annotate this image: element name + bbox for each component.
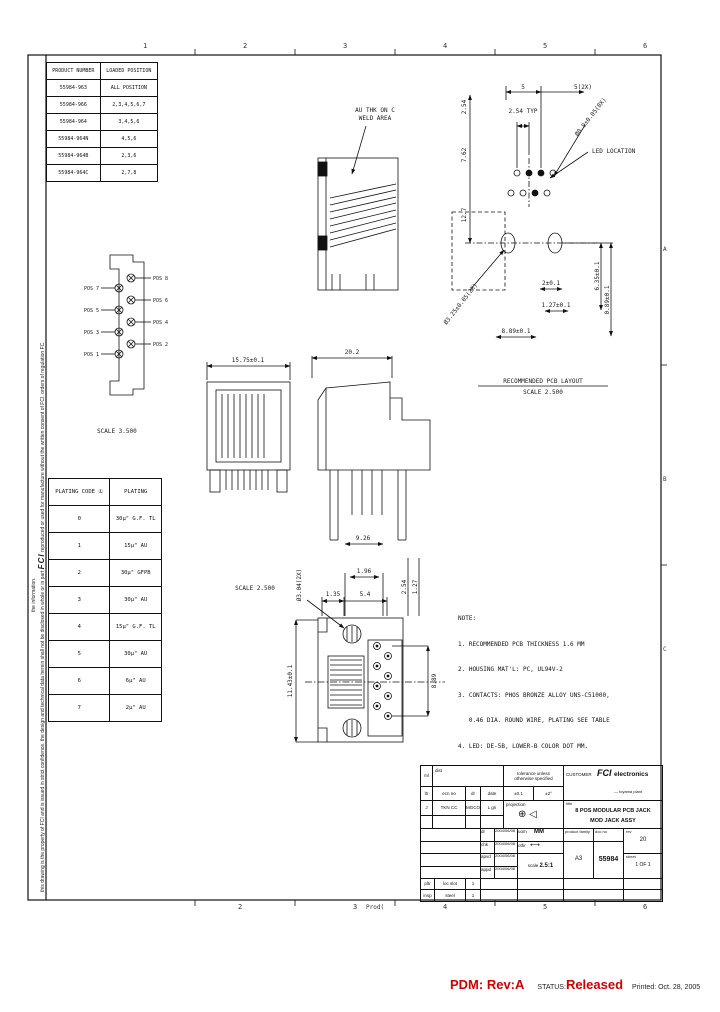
tb-insp-label: insp xyxy=(421,890,435,901)
note-line: 3. CONTACTS: PHOS BRONZE ALLOY UNS-C51000, xyxy=(458,691,610,699)
plating-table xyxy=(48,478,162,722)
tb-apvd-date: 2004/06/08 xyxy=(495,854,518,867)
dim-5-2x: 5(2X) xyxy=(573,84,593,91)
pdm-revision: PDM: Rev:A xyxy=(450,977,525,992)
tb-apvd-label: apvd xyxy=(481,854,495,867)
table-row xyxy=(49,587,162,614)
plating-code: 3 xyxy=(49,587,110,614)
note-line: 0.46 DIA. ROUND WIRE, PLATING SEE TABLE xyxy=(458,717,610,724)
side-leg-dim: 9.26 xyxy=(355,535,371,542)
loaded-position: 3,4,5,6 xyxy=(100,114,157,131)
dim-762: 7.62 xyxy=(461,147,468,163)
third-angle-projection-icon: ⊕ ◁ xyxy=(518,809,537,820)
rev-value: 20 xyxy=(639,837,647,843)
product-number: 55984-964B xyxy=(47,148,101,165)
au-callout-line2: WELD AREA xyxy=(358,115,392,122)
pos-label: POS 5 xyxy=(83,308,99,314)
fci-logo: FCI xyxy=(597,768,612,778)
table-row xyxy=(49,695,162,722)
views-scale-label: SCALE 2.500 xyxy=(235,585,275,592)
dim-pitch: 2.54 TYP xyxy=(508,108,538,115)
tb-empty xyxy=(564,879,624,890)
side-view xyxy=(312,356,430,544)
zone-top-1: 1 xyxy=(143,42,148,50)
front-contacts xyxy=(222,394,264,458)
plating-code: 0 xyxy=(49,506,110,533)
table-row xyxy=(47,165,158,182)
dim-54: 5.4 xyxy=(359,591,371,598)
dim-254: 2.54 xyxy=(461,99,468,115)
tb-date-header: date xyxy=(481,787,504,801)
plating-code: 1 xyxy=(49,533,110,560)
sheet-value: 1 OF 1 xyxy=(635,862,651,868)
printed-date: Printed: Oct. 28, 2005 xyxy=(632,984,701,991)
plating-value: 30µ" GFPB xyxy=(110,560,162,587)
tb-pltr-label: pltr xyxy=(421,879,435,890)
dim-2: 2±0.1 xyxy=(541,280,561,287)
au-callout-line1: AU THK ON C xyxy=(355,107,395,114)
status-label: STATUS: xyxy=(537,984,566,991)
tb-title-box xyxy=(564,801,662,829)
dim-135: 1.35 xyxy=(325,591,341,598)
zone-bottom-3: 3 xyxy=(353,903,358,911)
table-row xyxy=(49,533,162,560)
fci-site: — toyama plant xyxy=(614,789,643,794)
loaded-position: ALL POSITION xyxy=(100,80,157,97)
zone-top-2: 2 xyxy=(243,42,248,50)
tb-empty xyxy=(481,879,518,890)
table-row xyxy=(47,114,158,131)
pos-label: POS 8 xyxy=(153,276,169,282)
tb-appd-date: 2004/06/08 xyxy=(495,867,518,880)
led-location-label: LED LOCATION xyxy=(592,148,636,155)
uom-label: uom xyxy=(518,829,527,834)
pos-label: POS 4 xyxy=(153,320,169,326)
proprietary-notice-line2 xyxy=(31,64,38,892)
product-number: 55984-964 xyxy=(47,114,101,131)
tb-empty xyxy=(481,816,504,829)
tb-dr-label: dr xyxy=(481,829,495,842)
notes-title: NOTE: xyxy=(458,615,477,622)
plating-code: 4 xyxy=(49,614,110,641)
plating-value: 30µ" AU xyxy=(110,641,162,668)
tb-empty xyxy=(624,890,662,901)
fci-side-logo: FCI xyxy=(37,553,46,570)
dim-posts: Ø3.04(2X) xyxy=(296,568,303,602)
title-label: title xyxy=(566,801,573,806)
footprint-pads xyxy=(115,274,135,358)
table-row xyxy=(47,148,158,165)
tb-empty xyxy=(518,879,564,890)
tb-dist: dist xyxy=(433,766,504,787)
side-depth-dim: 20.2 xyxy=(344,349,360,356)
note-line: 2. HOUSING MAT'L: PC, UL94V-2 xyxy=(458,666,563,673)
tb-empty xyxy=(624,879,662,890)
zone-top-5: 5 xyxy=(543,42,548,50)
table-row xyxy=(49,614,162,641)
tb-angle-tolerance: ±2° xyxy=(534,787,564,801)
tb-empty xyxy=(466,816,481,829)
tb-rev-dr: MGCO xyxy=(466,801,481,816)
dim-arrow-icon: ⟷ xyxy=(530,841,541,849)
tb-sheet xyxy=(624,854,662,879)
plating-code: 6 xyxy=(49,668,110,695)
loaded-position: 4,5,6 xyxy=(100,131,157,148)
footprint-labels xyxy=(84,276,168,435)
product-number: 55984-964N xyxy=(47,131,101,148)
scale-label: scale xyxy=(527,862,539,868)
tb-empty xyxy=(421,842,481,855)
tb-ecn-header: ecn no xyxy=(433,787,466,801)
dim-089: 0.89±0.1 xyxy=(604,285,611,315)
tolerance-line2: otherwise specified xyxy=(514,776,553,781)
bottom-pads xyxy=(374,643,392,720)
tb-docno-label: doc no xyxy=(594,829,624,842)
table-row xyxy=(47,97,158,114)
plating-code: 7 xyxy=(49,695,110,722)
dim-635: 6.35±0.1 xyxy=(594,261,601,291)
tb-tolerance-note xyxy=(504,766,564,787)
product-table-header-position: LOADED POSITION xyxy=(100,63,157,80)
tb-dr-header: dr xyxy=(466,787,481,801)
tb-insp-qty: 1 xyxy=(466,890,481,901)
loaded-position: 2,3,6 xyxy=(100,148,157,165)
othr-label: othr xyxy=(518,842,526,848)
loaded-position: 2,3,4,5,6,7 xyxy=(100,97,157,114)
tb-chk-date: 2004/06/08 xyxy=(495,842,518,855)
pos-label: POS 6 xyxy=(153,298,169,304)
zone-right-a: A xyxy=(663,246,667,253)
tb-size: A3 xyxy=(564,842,594,880)
zone-bottom-5: 5 xyxy=(543,903,548,911)
projection-label: projection xyxy=(506,802,526,807)
pcb-layout-title: RECOMMENDED PCB LAYOUT xyxy=(503,378,583,385)
zone-bottom-2: 2 xyxy=(238,903,243,911)
notice-fragment: the information. xyxy=(31,577,37,612)
tb-doc-number: 55984 xyxy=(594,842,624,880)
dim-889: 8.89±0.1 xyxy=(501,328,531,335)
pos-label: POS 7 xyxy=(83,286,99,292)
tb-empty xyxy=(421,816,433,829)
pcb-pads xyxy=(508,170,556,196)
note-line: 4. LED: DE-5B, LOWER-B COLOR DOT MM. xyxy=(458,742,589,750)
tb-rev xyxy=(624,829,662,854)
plating-value: 6µ" AU xyxy=(110,668,162,695)
tb-chk-label: chk xyxy=(481,842,495,855)
pos-label: POS 2 xyxy=(153,342,169,348)
tb-othr xyxy=(518,842,564,855)
contact-fan xyxy=(330,184,396,247)
sheet-label: sheet xyxy=(626,854,636,859)
proprietary-notice-line1 xyxy=(38,64,47,892)
notice-text-b: reproduced or used for manufacture without the written consent of FCI. orders of regulation FC. xyxy=(40,341,46,553)
table-row xyxy=(49,641,162,668)
tb-customer-box xyxy=(564,766,662,801)
tb-appd-label: appd xyxy=(481,867,495,880)
notice-text-a: this drawing is the property of FCI and is issued in strict confidence. the design and technical data herein shall not be disclosed in whole or in part xyxy=(40,570,46,892)
dim-span-b: 8.89 xyxy=(431,673,438,689)
tb-insp-value: steel xyxy=(435,890,466,901)
plating-table-header-code: PLATING CODE ① xyxy=(49,479,110,506)
product-number: 55984-963 xyxy=(47,80,101,97)
dim-row-b: 1.27 xyxy=(412,579,419,595)
table-row xyxy=(49,506,162,533)
zone-right-b: B xyxy=(663,476,667,483)
bottom-view-texts xyxy=(287,568,438,697)
tb-empty xyxy=(421,829,481,842)
tb-empty xyxy=(481,890,518,901)
footprint-scale-label: SCALE 3.500 xyxy=(97,428,137,435)
pcb-layout-scale: SCALE 2.500 xyxy=(523,389,563,396)
product-table xyxy=(46,62,158,182)
front-view xyxy=(207,362,290,492)
front-width-dim: 15.75±0.1 xyxy=(231,357,265,364)
footprint-view xyxy=(101,255,151,395)
tb-projection-box xyxy=(504,801,564,829)
tb-ltr-header: ltr xyxy=(421,787,433,801)
table-row xyxy=(47,131,158,148)
bottom-view xyxy=(296,558,445,742)
tb-tolerance-value: ±0.1 xyxy=(504,787,534,801)
zone-right-c: C xyxy=(663,646,667,653)
plating-code: 2 xyxy=(49,560,110,587)
section-view xyxy=(318,126,398,290)
plating-value: 30µ" G.F. TL xyxy=(110,506,162,533)
plating-table-header-plating: PLATING xyxy=(110,479,162,506)
pcb-layout-view xyxy=(452,86,613,386)
loaded-position: 2,7,8 xyxy=(100,165,157,182)
rev-label: rev xyxy=(626,829,632,834)
dim-127: 1.27±0.1 xyxy=(541,302,571,309)
zone-bottom-4: 4 xyxy=(443,903,448,911)
drawing-title-line1: 8 POS MODULAR PCB JACK xyxy=(575,808,651,814)
plating-code: 5 xyxy=(49,641,110,668)
dim-5: 5 xyxy=(521,84,525,91)
tb-ml: ml xyxy=(421,766,433,787)
fci-wordmark: electronics xyxy=(614,771,649,778)
tb-empty xyxy=(518,890,564,901)
table-row xyxy=(49,560,162,587)
pcb-layout-texts xyxy=(442,84,635,396)
product-number: 55984-964C xyxy=(47,165,101,182)
dim-height: 11.43±0.1 xyxy=(287,664,294,698)
pos-label: POS 1 xyxy=(83,352,99,358)
tb-uom xyxy=(518,829,564,842)
tb-empty xyxy=(564,890,624,901)
tb-scale xyxy=(518,854,564,879)
tb-rev-ecn: TKN CC xyxy=(433,801,466,816)
note-line: 1. RECOMMENDED PCB THICKNESS 1.6 MM xyxy=(458,640,585,648)
tb-empty xyxy=(433,816,466,829)
tb-product-family: product family xyxy=(564,829,594,842)
plating-value: 30µ" AU xyxy=(110,587,162,614)
zone-top-4: 4 xyxy=(443,42,448,50)
proprietary-notice xyxy=(31,64,47,892)
plating-value: 15µ" AU xyxy=(110,533,162,560)
product-number: 55984-966 xyxy=(47,97,101,114)
plating-value: 2µ" AU xyxy=(110,695,162,722)
tb-empty xyxy=(421,854,481,867)
pos-label: POS 3 xyxy=(83,330,99,336)
pdm-status-footer xyxy=(450,977,718,992)
notes-block xyxy=(458,598,666,768)
zone-bottom-6: 6 xyxy=(643,903,648,911)
dim-big-holes: Ø3.25±0.05(2X) xyxy=(442,281,480,327)
dim-1270: 12.7 xyxy=(461,207,468,223)
status-value: Released xyxy=(565,977,624,992)
uom-value: MM xyxy=(534,829,545,835)
tb-empty xyxy=(421,867,481,880)
tb-pltr-value: loc slot xyxy=(435,879,466,890)
prod-stamp: Prod( xyxy=(366,904,385,911)
title-block xyxy=(420,765,663,902)
dim-pitch-b: 2.54 xyxy=(401,579,408,595)
dim-196: 1.96 xyxy=(356,568,372,575)
table-row xyxy=(49,668,162,695)
table-row xyxy=(47,80,158,97)
zone-top-6: 6 xyxy=(643,42,648,50)
drawing-title-line2: MOD JACK ASSY xyxy=(590,818,636,824)
tb-pltr-qty: 1 xyxy=(466,879,481,890)
plating-value: 15µ" G.F. TL xyxy=(110,614,162,641)
customer-label: CUSTOMER xyxy=(566,772,592,777)
tb-dr-date: 2004/06/08 xyxy=(495,829,518,842)
zone-top-3: 3 xyxy=(343,42,348,50)
tb-rev-date: L gn xyxy=(481,801,504,816)
contact-comb xyxy=(330,660,362,705)
scale-value: 2.5:1 xyxy=(539,862,554,869)
dim-holes: Ø0.9±0.05(8X) xyxy=(573,96,609,138)
tb-rev-ltr: J xyxy=(421,801,433,816)
product-table-header-number: PRODUCT NUMBER xyxy=(47,63,101,80)
mounting-posts xyxy=(343,625,361,737)
tolerance-line1: tolerance unless xyxy=(517,770,550,776)
